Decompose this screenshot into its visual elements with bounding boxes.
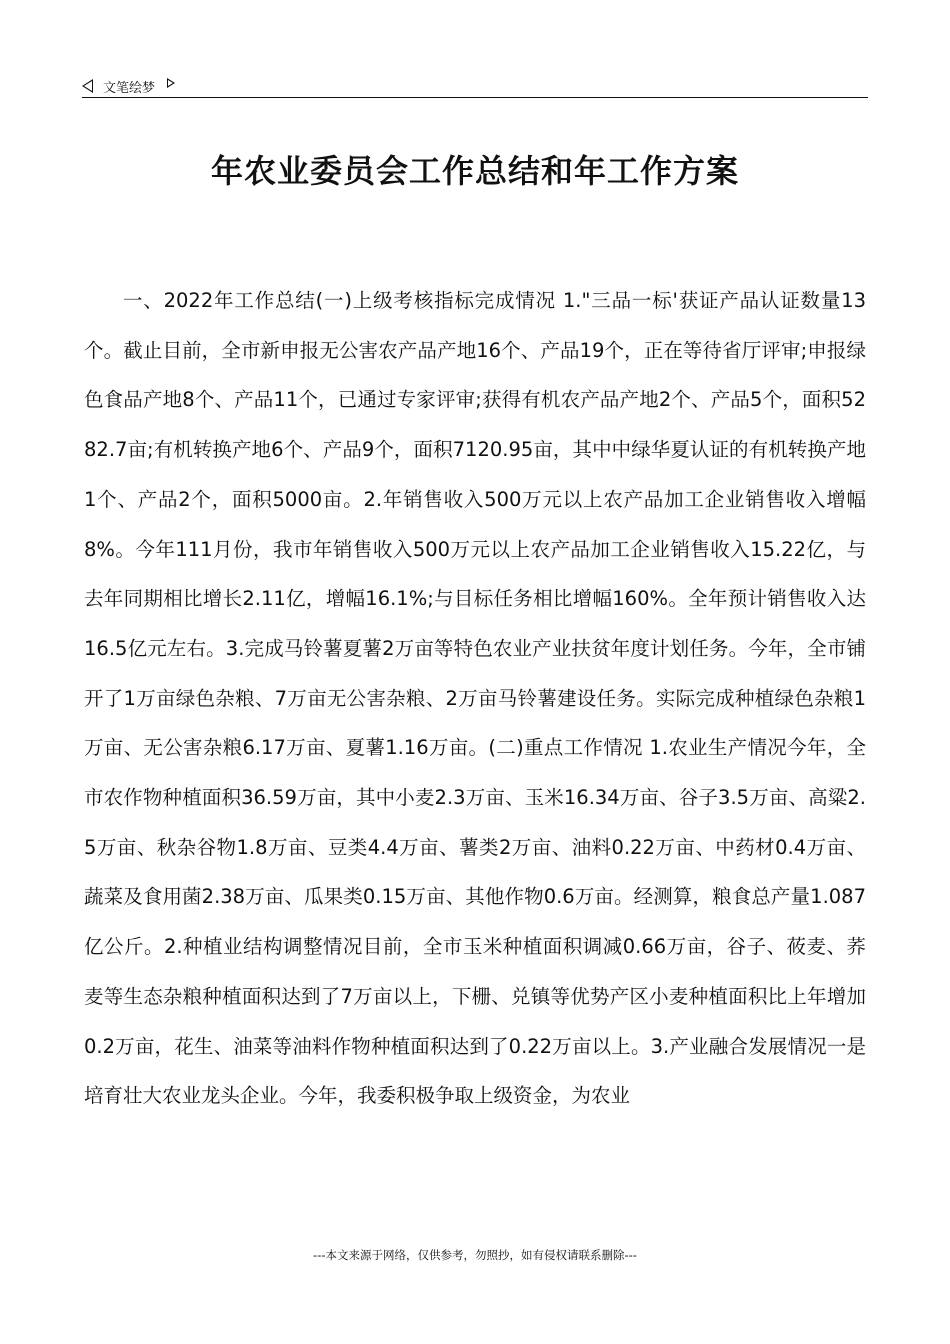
document-title: 年农业委员会工作总结和年工作方案 [210, 152, 739, 190]
header-brand: 文笔绘梦 [103, 80, 156, 96]
header-divider [82, 97, 868, 98]
triangle-right-icon [167, 78, 175, 88]
triangle-left-icon [82, 79, 93, 93]
footer-notice: ---本文来源于网络，仅供参考，勿照抄，如有侵权请联系删除--- [313, 1248, 637, 1262]
document-body: 一、2022年工作总结(一)上级考核指标完成情况 1."三品一标'获证产品认证数量13个。截止目前，全市新申报无公害农产品产地16个、产品19个，正在等待省厅评审;申报绿色食品产地8个、产品11个，已通过专家评审;获得有机农产品产地2个、产品5个，面积5282.7亩;有机转换产地6个、产品9个，面积7120.95亩，其中中绿华夏认证的有机转换产地1个、产品2个，面积5000亩。2.年销售收入500万元以上农产品加工企业销售收入增幅8%。今年111月份，我市年销售收入500万元以上农产品加工企业销售收入15.22亿，与去年同期相比增长2.11亿，增幅16.1%;与目标任务相比增幅160%。全年预计销售收入达16.5亿元左右。3.完成马铃薯夏薯2万亩等特色农业产业扶贫年度计划任务。今年，全市铺开了1万亩绿色杂粮、7万亩无公害杂粮、2万亩马铃薯建设任务。实际完成种植绿色杂粮1万亩、无公害杂粮6.17万亩、夏薯1.16万亩。(二)重点工作情况 1.农业生产情况今年，全市农作物种植面积36.59万亩，其中小麦2.3万亩、玉米16.34万亩、谷子3.5万亩、高粱2.5万亩、秋杂谷物1.8万亩、豆类4.4万亩、薯类2万亩、油料0.22万亩、中药材0.4万亩、蔬菜及食用菌2.38万亩、瓜果类0.15万亩、其他作物0.6万亩。经测算，粮食总产量1.087亿公斤。2.种植业结构调整情况目前，全市玉米种植面积调减0.66万亩，谷子、莜麦、荞麦等生态杂粮种植面积达到了7万亩以上，下栅、兑镇等优势产区小麦种植面积比上年增加0.2万亩，花生、油菜等油料作物种植面积达到了0.22万亩以上。3.产业融合发展情况一是培育壮大农业龙头企业。今年，我委积极争取上级资金，为农业 [84, 289, 866, 1108]
page-header [82, 74, 868, 98]
